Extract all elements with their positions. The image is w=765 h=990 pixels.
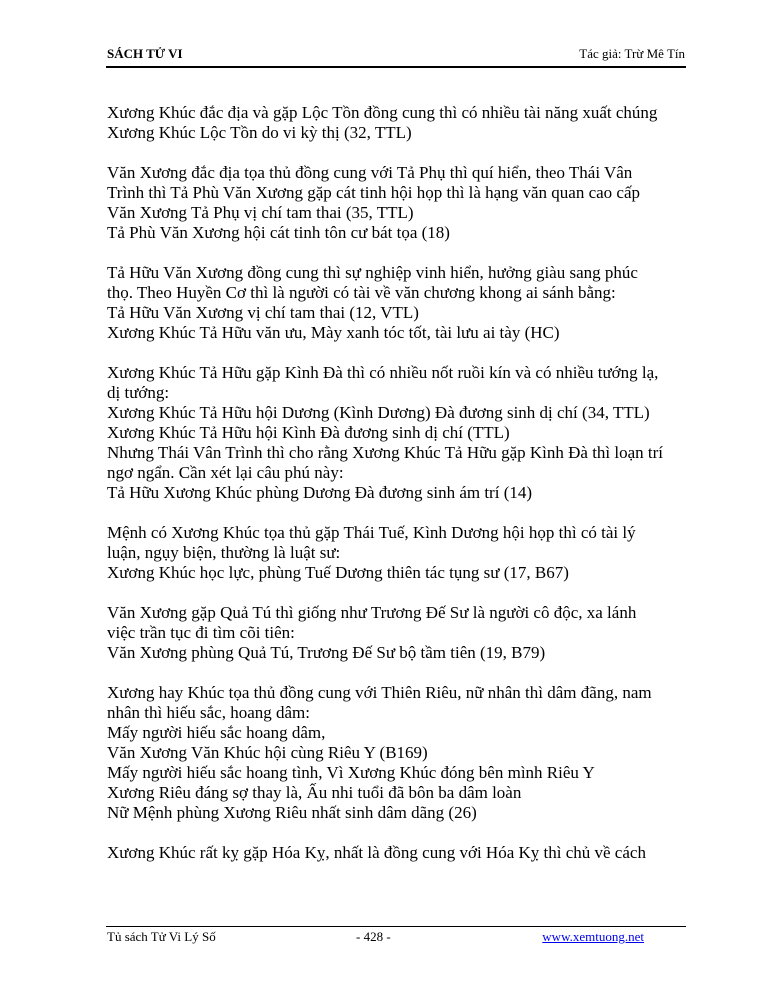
paragraph: [107, 263, 687, 343]
text-line: Mấy người hiếu sắc hoang tình, Vì Xương Khúc đóng bên mình Riêu Y: [107, 763, 595, 782]
text-line: Văn Xương Tả Phụ vị chí tam thai (35, TTL): [107, 203, 414, 222]
text-line: Xương Khúc đắc địa và gặp Lộc Tồn đồng cung thì có nhiều tài năng xuất chúng: [107, 103, 658, 122]
footer-divider: [106, 926, 686, 927]
paragraph: [107, 163, 687, 243]
text-line: Mệnh có Xương Khúc tọa thủ gặp Thái Tuế, Kình Dương hội họp thì có tài lý: [107, 523, 636, 542]
text-line: Xương Khúc Tả Hữu hội Kình Đà đương sinh dị chí (TTL): [107, 423, 510, 442]
text-line: thọ. Theo Huyền Cơ thì là người có tài về văn chương khong ai sánh bằng:: [107, 283, 616, 302]
text-line: luận, ngụy biện, thường là luật sư:: [107, 543, 341, 562]
paragraph: [107, 363, 687, 503]
text-line: Xương Khúc Lộc Tồn do vi kỳ thị (32, TTL): [107, 123, 412, 142]
text-line: Trình thì Tả Phù Văn Xương gặp cát tinh hội họp thì là hạng văn quan cao cấp: [107, 183, 641, 202]
footer-collection-name: Tủ sách Tử Vi Lý Số: [107, 929, 216, 944]
text-line: Tả Hữu Văn Xương đồng cung thì sự nghiệp vinh hiển, hưởng giàu sang phúc: [107, 263, 638, 282]
paragraph: [107, 603, 687, 663]
text-line: Văn Xương phùng Quả Tú, Trương Đế Sư bộ tầm tiên (19, B79): [107, 643, 546, 662]
header-author: Tác giả: Trừ Mê Tín: [579, 46, 685, 61]
text-line: Xương Khúc Tả Hữu văn ưu, Mày xanh tóc tốt, tài lưu ai tày (HC): [107, 323, 560, 342]
text-line: Mấy người hiếu sắc hoang dâm,: [107, 723, 326, 742]
header-divider: [106, 66, 686, 68]
paragraph: [107, 683, 687, 823]
text-line: Nhưng Thái Vân Trình thì cho rằng Xương Khúc Tả Hữu gặp Kình Đà thì loạn trí: [107, 443, 664, 462]
text-line: Xương Khúc học lực, phùng Tuế Dương thiên tác tụng sư (17, B67): [107, 563, 569, 582]
paragraph: [107, 843, 687, 863]
text-line: ngơ ngẩn. Cần xét lại câu phú này:: [107, 463, 344, 482]
paragraph: [107, 523, 687, 583]
text-line: nhân thì hiếu sắc, hoang dâm:: [107, 703, 311, 722]
text-line: Tả Hữu Văn Xương vị chí tam thai (12, VTL): [107, 303, 419, 322]
text-line: Tả Phù Văn Xương hội cát tinh tôn cư bát tọa (18): [107, 223, 450, 242]
text-line: Xương Khúc Tả Hữu gặp Kình Đà thì có nhiều nốt ruồi kín và có nhiều tướng lạ,: [107, 363, 659, 382]
page-header: [107, 46, 685, 66]
text-line: Tả Hữu Xương Khúc phùng Dương Đà đương sinh ám trí (14): [107, 483, 533, 502]
document-body: [107, 103, 687, 883]
text-line: dị tướng:: [107, 383, 170, 402]
page-footer: [107, 929, 685, 949]
text-line: việc trần tục đi tìm cõi tiên:: [107, 623, 295, 642]
text-line: Văn Xương Văn Khúc hội cùng Riêu Y (B169): [107, 743, 428, 762]
page-number: - 428 -: [356, 929, 391, 944]
text-line: Văn Xương gặp Quả Tú thì giống như Trương Đế Sư là người cô độc, xa lánh: [107, 603, 637, 622]
header-book-title: SÁCH TỬ VI: [107, 46, 183, 61]
text-line: Xương Khúc Tả Hữu hội Dương (Kình Dương) Đà đương sinh dị chí (34, TTL): [107, 403, 650, 422]
website-link[interactable]: www.xemtuong.net: [542, 929, 644, 944]
text-line: Nữ Mệnh phùng Xương Riêu nhất sinh dâm dãng (26): [107, 803, 477, 822]
text-line: Xương Riêu đáng sợ thay là, Ấu nhi tuổi đã bôn ba dâm loàn: [107, 783, 522, 802]
text-line: Văn Xương đắc địa tọa thủ đồng cung với Tả Phụ thì quí hiển, theo Thái Vân: [107, 163, 633, 182]
text-line: Xương Khúc rất kỵ gặp Hóa Kỵ, nhất là đồng cung với Hóa Kỵ thì chủ về cách: [107, 843, 646, 862]
text-line: Xương hay Khúc tọa thủ đồng cung với Thiên Riêu, nữ nhân thì dâm đãng, nam: [107, 683, 652, 702]
paragraph: [107, 103, 687, 143]
